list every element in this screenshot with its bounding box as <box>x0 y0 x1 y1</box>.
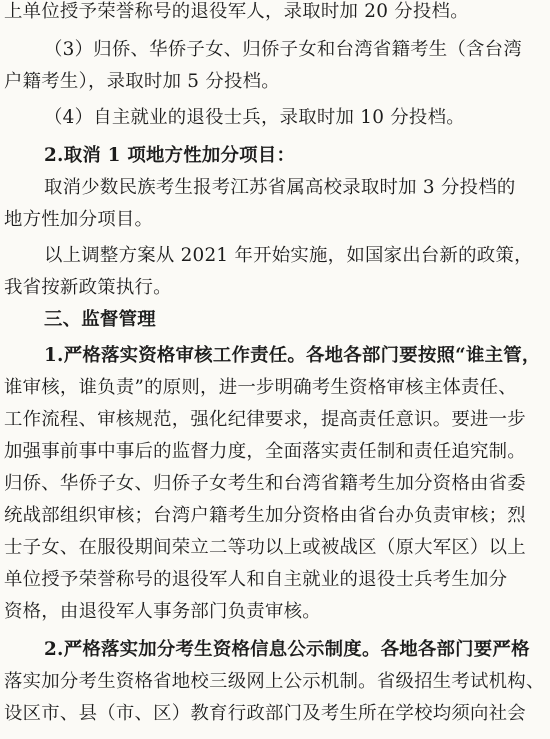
paragraph-line: （3）归侨、华侨子女、归侨子女和台湾省籍考生（含台湾 <box>44 39 522 60</box>
paragraph-line: 我省按新政策执行。 <box>4 277 172 298</box>
subsection-heading: 2.取消 1 项地方性加分项目： <box>44 145 296 166</box>
paragraph-line: 工作流程、审核规范，强化纪律要求，提高责任意识。要进一步 <box>4 409 526 430</box>
paragraph-line: 以上调整方案从 2021 年开始实施，如国家出台新的政策， <box>44 245 533 266</box>
paragraph-line: 单位授予荣誉称号的退役军人和自主就业的退役士兵考生加分 <box>4 569 508 590</box>
paragraph-line: 归侨、华侨子女、归侨子女考生和台湾省籍考生加分资格由省委 <box>4 473 526 494</box>
paragraph-line: 地方性加分项目。 <box>4 209 154 230</box>
paragraph-line: 加强事前事中事后的监督力度，全面落实责任制和责任追究制。 <box>4 441 526 462</box>
paragraph-line: 设区市、县（市、区）教育行政部门及考生所在学校均须向社会 <box>4 703 526 724</box>
paragraph-line: 士子女、在服役期间荣立二等功以上或被战区（原大军区）以上 <box>4 537 526 558</box>
paragraph-line: 落实加分考生资格省地校三级网上公示机制。省级招生考试机构、 <box>4 671 545 692</box>
paragraph-line: （4）自主就业的退役士兵，录取时加 10 分投档。 <box>44 107 465 128</box>
paragraph-line: 统战部组织审核；台湾户籍考生加分资格由省台办负责审核；烈 <box>4 505 526 526</box>
paragraph-line: 谁审核，谁负责”的原则，进一步明确考生资格审核主体责任、 <box>4 377 517 398</box>
subsection-heading: 2.严格落实加分考生资格信息公示制度。各地各部门要严格 <box>44 639 530 660</box>
paragraph-line: 户籍考生），录取时加 5 分投档。 <box>4 71 280 92</box>
paragraph-line: 资格，由退役军人事务部门负责审核。 <box>4 601 321 622</box>
paragraph-line: 取消少数民族考生报考江苏省属高校录取时加 3 分投档的 <box>44 177 516 198</box>
section-heading: 三、监督管理 <box>44 309 156 330</box>
paragraph-line: 上单位授予荣誉称号的退役军人，录取时加 20 分投档。 <box>4 1 469 22</box>
subsection-heading: 1.严格落实资格审核工作责任。各地各部门要按照“谁主管， <box>44 345 541 366</box>
